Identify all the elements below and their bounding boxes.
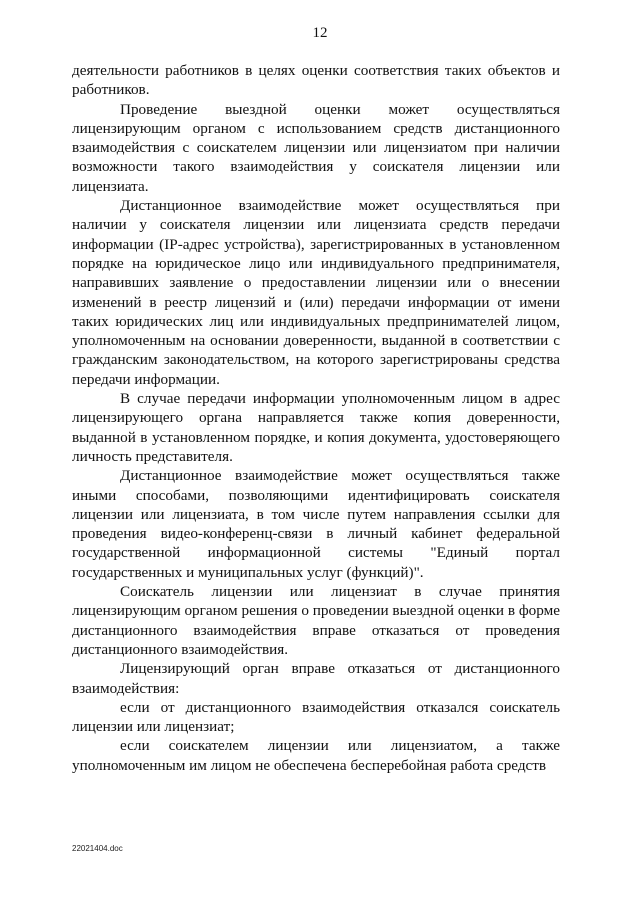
paragraph: Соискатель лицензии или лицензиат в случае принятия лицензирующим органом решения о проведении выездной оценки в форме дистанционного взаимодействия вправе отказаться от проведения дистанционного взаимодействия. — [72, 583, 560, 658]
paragraph: если соискателем лицензии или лицензиатом, а также уполномоченным им лицом не обеспечена бесперебойная работа средств — [72, 737, 560, 774]
paragraph: Проведение выездной оценки может осуществляться лицензирующим органом с использованием средств дистанционного взаимодействия с соискателем лицензии или лицензиатом при наличии возможности такого взаимодействия у соискателя лицензии или лицензиата. — [72, 100, 560, 195]
paragraph: деятельности работников в целях оценки соответствия таких объектов и работников. — [72, 62, 560, 99]
footer-filename: 22021404.doc — [72, 844, 123, 853]
paragraph: Лицензирующий орган вправе отказаться от дистанционного взаимодействия: — [72, 660, 560, 697]
paragraph: Дистанционное взаимодействие может осуществляться также иными способами, позволяющими идентифицировать соискателя лицензии или лицензиата, в том числе путем направления ссылки для проведения видео-конференц-связи в личный кабинет федеральной государственной информационной системы "Единый портал государственных и муниципальных услуг (функций)". — [72, 467, 560, 581]
paragraph: если от дистанционного взаимодействия отказался соискатель лицензии или лицензиат; — [72, 698, 560, 736]
document-body — [72, 61, 560, 775]
page-number: 12 — [312, 25, 328, 41]
paragraph: В случае передачи информации уполномоченным лицом в адрес лицензирующего органа направляется также копия доверенности, выданной в установленном порядке, и копия документа, удостоверяющего личность представителя. — [72, 390, 560, 465]
paragraph: Дистанционное взаимодействие может осуществляться при наличии у соискателя лицензии или лицензиата средств передачи информации (IP-адрес устройства), зарегистрированных в установленном порядке на юридическое лицо или индивидуального предпринимателя, направивших заявление о предоставлении лицензии или о внесении изменений в реестр лицензий и (или) передачи информации от имени таких юридических лиц или индивидуальных предпринимателей лицом, уполномоченным на основании доверенности, выданной в соответствии с гражданским законодательством, на которого зарегистрированы средства передачи информации. — [72, 197, 560, 388]
